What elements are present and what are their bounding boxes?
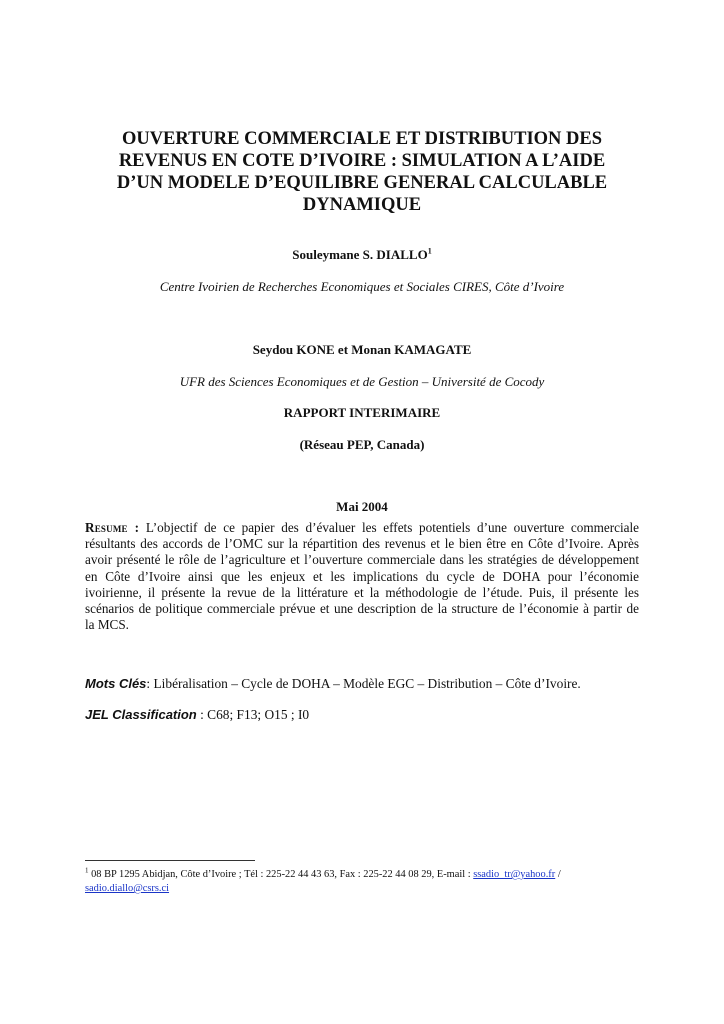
title-line: REVENUS EN COTE D’IVOIRE : SIMULATION A L’AIDE [118, 151, 606, 171]
abstract-text: L’objectif de ce papier des d’évaluer les effets potentiels d’une ouverture commerciale [145, 520, 639, 535]
abstract-line: en Côte d’Ivoire ainsi que les enjeux et les implications du cycle de DOHA pour l’économie [85, 568, 639, 584]
abstract-label: Resume : [85, 520, 140, 535]
abstract-line: résultants des accords de l’OMC sur la répartition des revenus et le bien être en Côte d’Ivoire. Après [85, 536, 639, 552]
report-date: Mai 2004 [336, 499, 388, 514]
footnote-text: 08 BP 1295 Abidjan, Côte d’Ivoire ; Tél : 225-22 44 43 63, Fax : 225-22 44 08 29, E-mail : [88, 869, 474, 880]
footnote-reference: 1 [427, 246, 432, 256]
abstract-line: avoir présenté le rôle de l’agriculture et l’ouverture commerciale dans les stratégies de développement [85, 552, 639, 568]
report-type: RAPPORT INTERIMAIRE [283, 405, 441, 420]
footnote-separator: / [555, 869, 561, 880]
author-1-name: Souleymane S. DIALLO [292, 247, 428, 262]
network: (Réseau PEP, Canada) [299, 437, 425, 452]
email-link-2[interactable]: sadio.diallo@csrs.ci [85, 883, 170, 894]
footnote-mark: 1 [85, 866, 89, 875]
title-line: OUVERTURE COMMERCIALE ET DISTRIBUTION DES [121, 129, 603, 149]
jel-classification [85, 707, 309, 723]
author-2: Seydou KONE et Monan KAMAGATE [252, 342, 472, 357]
keywords-text: : Libéralisation – Cycle de DOHA – Modèle EGC – Distribution – Côte d’Ivoire. [146, 676, 581, 691]
keywords-label: Mots Clés [85, 676, 147, 691]
author-1 [60, 247, 664, 263]
abstract-line [85, 520, 639, 536]
jel-label: JEL Classification [85, 707, 197, 722]
abstract [85, 520, 639, 633]
footnote-line [85, 868, 645, 882]
keywords [85, 676, 581, 692]
footnote-line [85, 882, 645, 896]
paper-title [80, 128, 644, 216]
abstract-line: la MCS. [85, 617, 129, 633]
footnote [85, 868, 645, 896]
author-1-affiliation: Centre Ivoirien de Recherches Economiques et Sociales CIRES, Côte d’Ivoire [159, 279, 565, 294]
abstract-line: ivoirienne, il présente la revue de la littérature et la méthodologie de l’étude. Puis, il présente les [85, 584, 639, 600]
footnote-divider [85, 860, 255, 861]
jel-codes: : C68; F13; O15 ; I0 [196, 707, 310, 722]
author-2-affiliation: UFR des Sciences Economiques et de Gestion – Université de Cocody [179, 374, 545, 389]
email-link-1[interactable]: ssadio_tr@yahoo.fr [473, 869, 556, 880]
abstract-line: scénarios de politique commerciale prévue et une description de la structure de l’économie à partir de [85, 600, 639, 616]
title-line: D’UN MODELE D’EQUILIBRE GENERAL CALCULABLE [116, 173, 608, 193]
title-line: DYNAMIQUE [302, 195, 422, 215]
